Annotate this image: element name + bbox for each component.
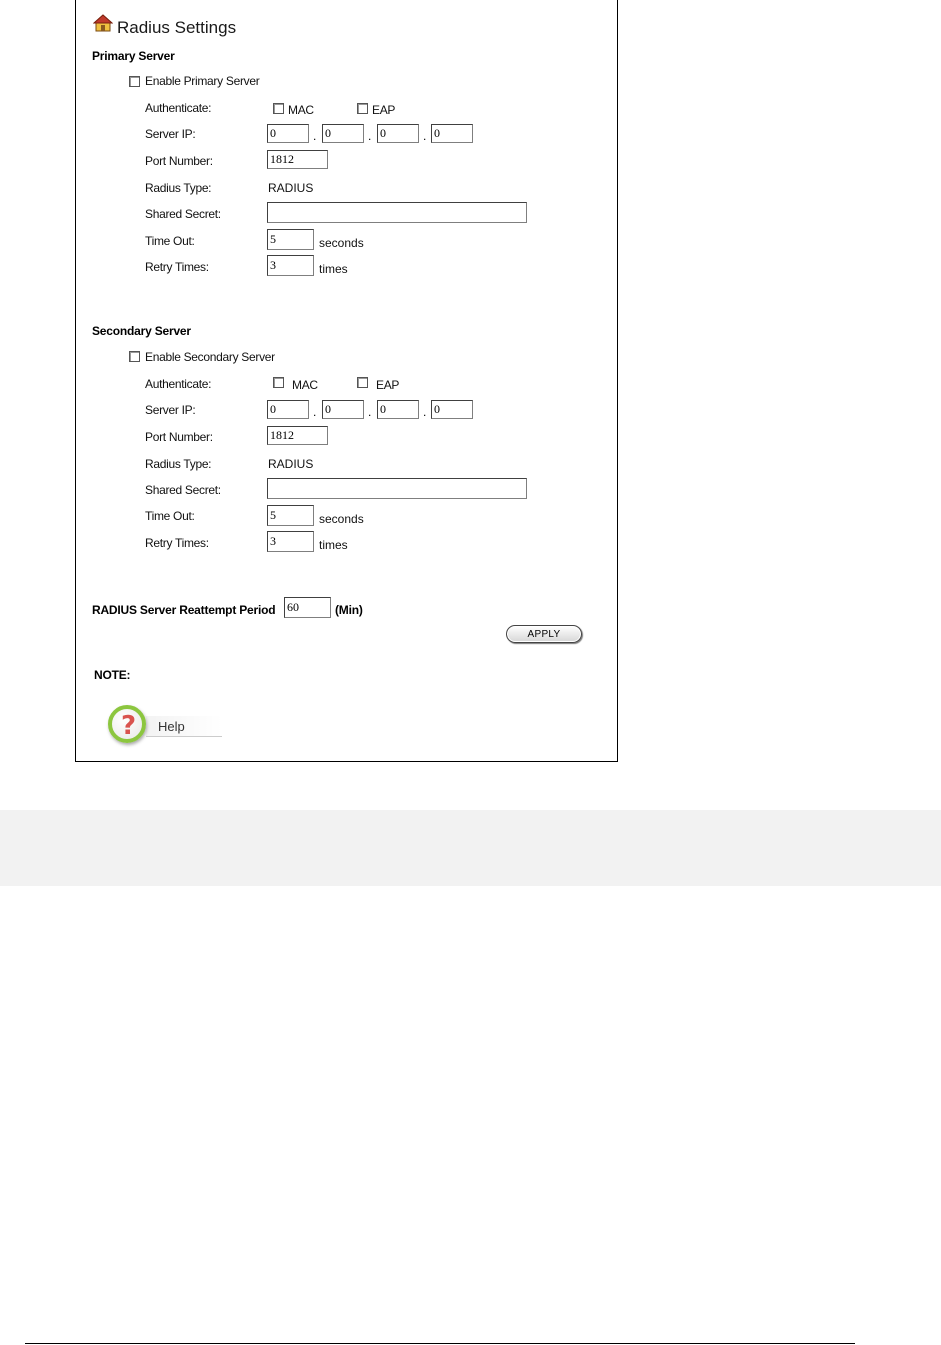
secondary-ip-octet-1[interactable] <box>267 400 309 419</box>
secondary-retry-label: Retry Times: <box>145 536 209 550</box>
primary-secret-input[interactable] <box>267 202 527 223</box>
secondary-secret-input[interactable] <box>267 478 527 499</box>
home-icon <box>93 14 113 32</box>
help-question-icon: ? <box>108 705 146 743</box>
secondary-secret-label: Shared Secret: <box>145 483 221 497</box>
primary-ip-sep-3: . <box>423 129 427 143</box>
primary-mac-label: MAC <box>288 103 314 117</box>
primary-timeout-input[interactable] <box>267 229 314 250</box>
secondary-eap-checkbox[interactable] <box>357 377 368 388</box>
reattempt-unit: (Min) <box>335 603 363 617</box>
secondary-server-ip-label: Server IP: <box>145 403 196 417</box>
secondary-ip-octet-2[interactable] <box>322 400 364 419</box>
help-label: Help <box>158 719 185 734</box>
primary-server-heading: Primary Server <box>92 49 175 63</box>
radius-settings-panel <box>75 0 618 762</box>
primary-radius-type-label: Radius Type: <box>145 181 212 195</box>
enable-primary-label: Enable Primary Server <box>145 74 260 88</box>
enable-secondary-label: Enable Secondary Server <box>145 350 275 364</box>
primary-port-label: Port Number: <box>145 154 213 168</box>
secondary-mac-checkbox[interactable] <box>273 377 284 388</box>
primary-ip-sep-2: . <box>368 129 372 143</box>
help-button[interactable] <box>108 705 228 751</box>
enable-secondary-checkbox[interactable] <box>129 351 140 362</box>
primary-radius-type-value: RADIUS <box>268 181 314 195</box>
gray-band <box>0 810 941 886</box>
primary-server-ip-label: Server IP: <box>145 127 196 141</box>
primary-retry-input[interactable] <box>267 255 314 276</box>
secondary-eap-label: EAP <box>376 378 400 392</box>
footer-rule <box>25 1343 855 1344</box>
primary-timeout-unit: seconds <box>319 236 364 250</box>
primary-mac-checkbox[interactable] <box>273 103 284 114</box>
secondary-timeout-input[interactable] <box>267 505 314 526</box>
secondary-server-heading: Secondary Server <box>92 324 191 338</box>
secondary-timeout-unit: seconds <box>319 512 364 526</box>
primary-secret-label: Shared Secret: <box>145 207 221 221</box>
enable-primary-checkbox[interactable] <box>129 76 140 87</box>
secondary-radius-type-value: RADIUS <box>268 457 314 471</box>
secondary-port-input[interactable] <box>267 426 328 445</box>
secondary-ip-octet-4[interactable] <box>431 400 473 419</box>
secondary-mac-label: MAC <box>292 378 318 392</box>
secondary-ip-octet-3[interactable] <box>377 400 419 419</box>
primary-ip-octet-4[interactable] <box>431 124 473 143</box>
apply-button[interactable]: APPLY <box>506 625 582 643</box>
secondary-retry-input[interactable] <box>267 531 314 552</box>
page-title: Radius Settings <box>117 18 237 37</box>
reattempt-period-input[interactable] <box>284 597 331 618</box>
secondary-port-label: Port Number: <box>145 430 213 444</box>
primary-ip-octet-2[interactable] <box>322 124 364 143</box>
secondary-ip-sep-3: . <box>423 405 427 419</box>
primary-ip-sep-1: . <box>313 129 317 143</box>
primary-ip-octet-1[interactable] <box>267 124 309 143</box>
secondary-retry-unit: times <box>319 538 348 552</box>
primary-eap-label: EAP <box>372 103 396 117</box>
note-label: NOTE: <box>94 668 131 682</box>
secondary-authenticate-label: Authenticate: <box>145 377 212 391</box>
primary-timeout-label: Time Out: <box>145 234 195 248</box>
primary-authenticate-label: Authenticate: <box>145 101 212 115</box>
primary-ip-octet-3[interactable] <box>377 124 419 143</box>
primary-port-input[interactable] <box>267 150 328 169</box>
primary-eap-checkbox[interactable] <box>357 103 368 114</box>
primary-retry-label: Retry Times: <box>145 260 209 274</box>
secondary-ip-sep-1: . <box>313 405 317 419</box>
primary-retry-unit: times <box>319 262 348 276</box>
reattempt-label: RADIUS Server Reattempt Period <box>92 603 276 617</box>
secondary-radius-type-label: Radius Type: <box>145 457 212 471</box>
secondary-timeout-label: Time Out: <box>145 509 195 523</box>
secondary-ip-sep-2: . <box>368 405 372 419</box>
